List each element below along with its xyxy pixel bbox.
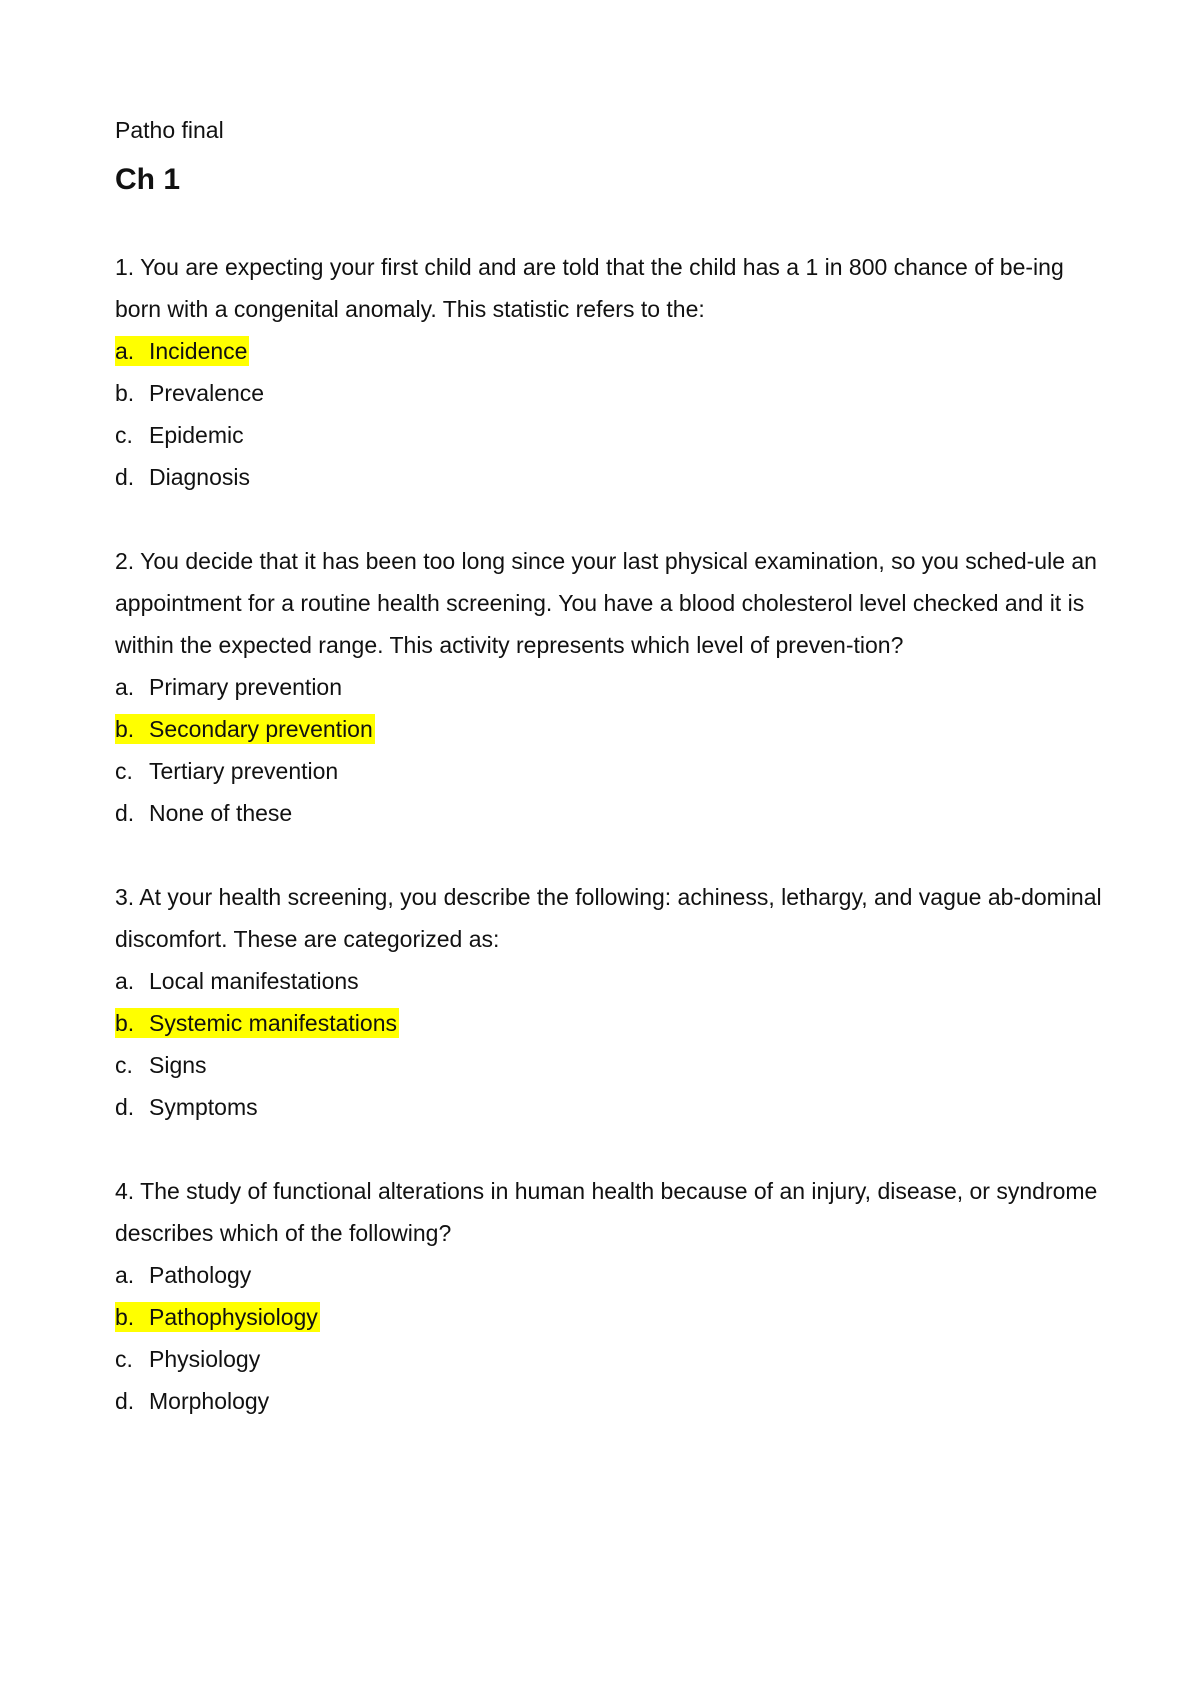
option-letter: a. xyxy=(115,968,135,994)
question-2 xyxy=(115,540,1105,834)
option-label: Tertiary prevention xyxy=(149,758,339,784)
question-3 xyxy=(115,876,1105,1128)
answer-option-content xyxy=(115,1260,253,1290)
answer-option-content xyxy=(115,1008,399,1038)
option-letter: c. xyxy=(115,1346,133,1372)
option-letter: b. xyxy=(115,1010,135,1036)
option-letter: d. xyxy=(115,800,135,826)
answer-option-c xyxy=(115,1044,1105,1086)
option-letter: d. xyxy=(115,1094,135,1120)
option-letter: d. xyxy=(115,464,135,490)
answer-options xyxy=(115,330,1105,498)
option-label: Epidemic xyxy=(149,422,244,448)
document-title: Patho final xyxy=(115,117,224,143)
answer-option-b xyxy=(115,708,1105,750)
answer-option-a xyxy=(115,1254,1105,1296)
document-page xyxy=(115,110,1105,1422)
answer-option-content xyxy=(115,1344,262,1374)
answer-option-content xyxy=(115,798,294,828)
option-letter: a. xyxy=(115,674,135,700)
question-text: 3. At your health screening, you describe the following: achiness, lethargy, and vague ab-dominal discomfort. These are categorized as: xyxy=(115,884,1102,952)
answer-options xyxy=(115,666,1105,834)
option-letter: c. xyxy=(115,422,133,448)
answer-option-b xyxy=(115,1296,1105,1338)
answer-option-d xyxy=(115,1086,1105,1128)
option-label: Primary prevention xyxy=(149,674,343,700)
answer-option-b xyxy=(115,1002,1105,1044)
option-label: Morphology xyxy=(149,1388,270,1414)
option-label: Prevalence xyxy=(149,380,265,406)
answer-option-content xyxy=(115,1302,320,1332)
option-letter: d. xyxy=(115,1388,135,1414)
answer-option-content xyxy=(115,1386,271,1416)
option-label: Physiology xyxy=(149,1346,261,1372)
option-letter: b. xyxy=(115,380,135,406)
option-letter: a. xyxy=(115,1262,135,1288)
option-label: Diagnosis xyxy=(149,464,250,490)
option-letter: a. xyxy=(115,338,135,364)
option-letter: c. xyxy=(115,758,133,784)
answer-option-a xyxy=(115,960,1105,1002)
answer-option-content xyxy=(115,966,361,996)
question-text: 1. You are expecting your first child and are told that the child has a 1 in 800 chance of be-ing born with a congenital anomaly. This statistic refers to the: xyxy=(115,254,1064,322)
chapter-heading: Ch 1 xyxy=(115,163,181,196)
answer-option-c xyxy=(115,414,1105,456)
option-letter: b. xyxy=(115,716,135,742)
option-label: None of these xyxy=(149,800,293,826)
option-label: Signs xyxy=(149,1052,207,1078)
answer-options xyxy=(115,960,1105,1128)
answer-option-content xyxy=(115,378,266,408)
answer-option-c xyxy=(115,1338,1105,1380)
answer-option-c xyxy=(115,750,1105,792)
option-label: Systemic manifestations xyxy=(149,1010,397,1036)
question-text: 2. You decide that it has been too long since your last physical examination, so you sched-ule an appointment for a routine health screening. You have a blood cholesterol level checked and it is within the expected range. This activity represents which level of preven-tion? xyxy=(115,548,1097,658)
answer-option-a xyxy=(115,330,1105,372)
answer-option-d xyxy=(115,456,1105,498)
option-label: Incidence xyxy=(149,338,248,364)
answer-option-content xyxy=(115,462,252,492)
answer-option-a xyxy=(115,666,1105,708)
answer-option-d xyxy=(115,792,1105,834)
question-1 xyxy=(115,246,1105,498)
option-letter: c. xyxy=(115,1052,133,1078)
answer-option-content xyxy=(115,420,246,450)
option-label: Local manifestations xyxy=(149,968,359,994)
option-label: Secondary prevention xyxy=(149,716,373,742)
option-label: Pathophysiology xyxy=(149,1304,318,1330)
answer-option-content xyxy=(115,672,344,702)
answer-option-content xyxy=(115,1050,209,1080)
option-label: Symptoms xyxy=(149,1094,258,1120)
answer-option-content xyxy=(115,336,249,366)
option-letter: b. xyxy=(115,1304,135,1330)
answer-options xyxy=(115,1254,1105,1422)
answer-option-b xyxy=(115,372,1105,414)
question-text: 4. The study of functional alterations in human health because of an injury, disease, or syndrome describes which of the following? xyxy=(115,1178,1098,1246)
answer-option-content xyxy=(115,756,340,786)
answer-option-d xyxy=(115,1380,1105,1422)
answer-option-content xyxy=(115,714,375,744)
question-4 xyxy=(115,1170,1105,1422)
option-label: Pathology xyxy=(149,1262,252,1288)
answer-option-content xyxy=(115,1092,260,1122)
